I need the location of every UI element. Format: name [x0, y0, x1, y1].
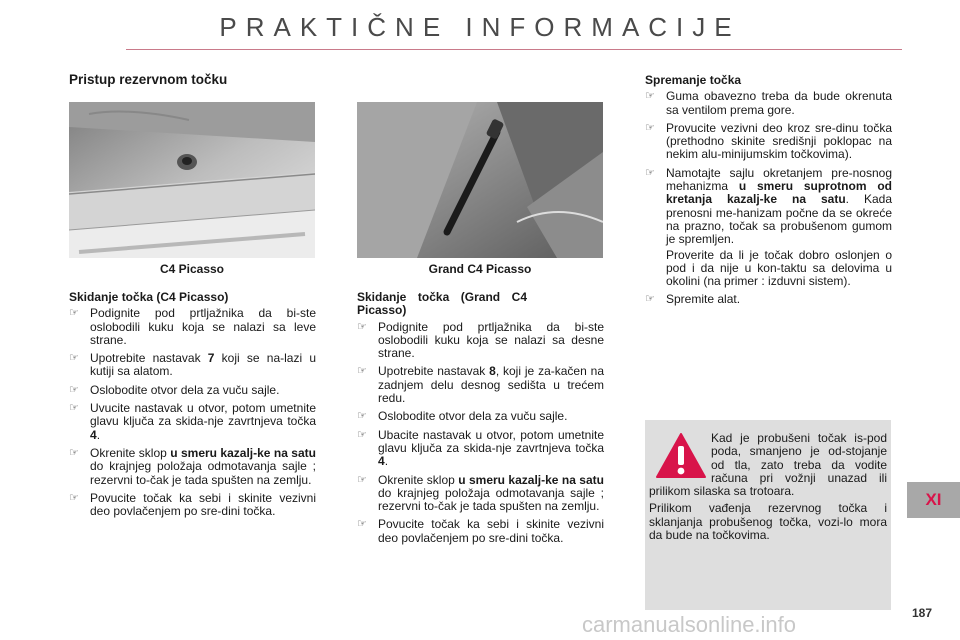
- page-header: [0, 0, 960, 50]
- item-text: Podignite pod prtljažnika da bi-ste oslobodili kuku koja se nalazi sa leve strane.: [90, 306, 316, 347]
- list-item: [645, 293, 892, 306]
- pointing-hand-icon: ☞: [69, 491, 79, 504]
- item-text: Oslobodite otvor dela za vuču sajle.: [378, 409, 568, 424]
- list-item: [357, 429, 604, 469]
- list-item: [69, 402, 316, 442]
- pointing-hand-icon: ☞: [645, 90, 655, 103]
- item-text: Ubacite nastavak u otvor, potom umetnite glavu ključa za skida-nje zavrtnjeva točka 4.: [378, 427, 604, 469]
- warning-paragraph-2: Prilikom vađenja rezervnog točka i sklanjanja probušenog točka, vozi-lo mora da bude na točkovima.: [649, 501, 887, 543]
- item-text: Provucite vezivni deo kroz sre-dinu točka (prethodno skinite središnji poklopac na nekim alu-minijumskim točkovima).: [666, 120, 892, 162]
- item-text: Povucite točak ka sebi i skinite vezivni deo povlačenjem po sre-dini točka.: [90, 490, 316, 519]
- pointing-hand-icon: ☞: [645, 121, 655, 134]
- pointing-hand-icon: ☞: [357, 473, 367, 486]
- item-text: Oslobodite otvor dela za vuču sajle.: [90, 382, 280, 397]
- pointing-hand-icon: ☞: [69, 383, 79, 396]
- item-text: Okrenite sklop u smeru kazalj-ke na satu do krajnjeg položaja odmotavanja sajle ; rezervni to-čak je tada spušten na zemlju.: [90, 445, 316, 487]
- photo-c4-picasso: [69, 102, 315, 258]
- warning-paragraph-1: Kad je probušeni točak is-pod poda, smanjeno je od-stojanje od tla, zato treba da vodite računa pri vožnji unazad ili prilikom silaska sa trotoara.: [649, 431, 887, 499]
- item-text: Spremite alat.: [666, 292, 741, 307]
- photo-grand-c4-picasso: [357, 102, 603, 258]
- pointing-hand-icon: ☞: [357, 365, 367, 378]
- pointing-hand-icon: ☞: [357, 320, 367, 333]
- warning-triangle-icon: [655, 432, 707, 480]
- list-item-note: [645, 249, 892, 289]
- watermark: carmanualsonline.info: [582, 612, 797, 637]
- list-item: [357, 365, 604, 405]
- section-title: Pristup rezervnom točku: [69, 72, 228, 87]
- list-item: [69, 492, 316, 519]
- column-storing-wheel: [645, 74, 892, 312]
- list-item: [645, 122, 892, 162]
- pointing-hand-icon: ☞: [357, 428, 367, 441]
- list-item: [357, 474, 604, 514]
- list-item: [357, 321, 604, 361]
- warning-box: [645, 420, 891, 610]
- photo-caption-grand-c4: Grand C4 Picasso: [428, 262, 532, 276]
- item-text: Podignite pod prtljažnika da bi-ste oslobodili kuku koja se nalazi sa desne strane.: [378, 319, 604, 361]
- list-item: [645, 90, 892, 117]
- pointing-hand-icon: ☞: [69, 446, 79, 459]
- page-number: 187: [912, 606, 933, 620]
- instruction-list: [357, 321, 604, 545]
- item-text: Upotrebite nastavak 8, koji je za-kačen na zadnjem delu desnog sedišta u trećem redu.: [378, 364, 604, 406]
- list-item: [645, 167, 892, 247]
- subsection-title: Skidanje točka (Grand C4 Picasso): [357, 290, 527, 318]
- item-text: Povucite točak ka sebi i skinite vezivni deo povlačenjem po sre-dini točka.: [378, 517, 604, 545]
- instruction-list: [645, 90, 892, 246]
- list-item: [357, 410, 604, 423]
- item-text: Namotajte sajlu okretanjem pre-nosnog mehanizma u smeru suprotnom od kretanja kazalj-ke na satu. Kada prenosni me-hanizam počne da se okreće na prazno, točak sa probušenom gumom je spremljen.: [666, 165, 892, 247]
- subsection-title: Skidanje točka (C4 Picasso): [69, 290, 229, 304]
- list-item: [357, 518, 604, 545]
- pointing-hand-icon: ☞: [357, 518, 367, 531]
- item-text: Guma obavezno treba da bude okrenuta sa ventilom prema gore.: [666, 89, 892, 117]
- list-item: [69, 307, 316, 347]
- chapter-tab: XI: [907, 482, 960, 518]
- instruction-list: [69, 307, 316, 518]
- pointing-hand-icon: ☞: [69, 307, 79, 320]
- pointing-hand-icon: ☞: [69, 402, 79, 415]
- item-text: Okrenite sklop u smeru kazalj-ke na satu do krajnjeg položaja odmotavanja sajle ; rezervni to-čak je tada spušten na zemlju.: [378, 472, 604, 514]
- pointing-hand-icon: ☞: [645, 293, 655, 306]
- pointing-hand-icon: ☞: [69, 352, 79, 365]
- page-title: PRAKTIČNE INFORMACIJE: [219, 12, 741, 42]
- pointing-hand-icon: ☞: [357, 410, 367, 423]
- item-text: Uvucite nastavak u otvor, potom umetnite glavu ključa za skida-nje zavrtnjeva točka 4.: [90, 401, 316, 442]
- item-text: Upotrebite nastavak 7 koji se na-lazi u kutiji sa alatom.: [90, 351, 316, 379]
- list-item: [69, 352, 316, 379]
- photo-caption-c4: C4 Picasso: [159, 262, 225, 276]
- subsection-title: Spremanje točka: [645, 73, 742, 87]
- column-grand-c4-removal: [357, 291, 604, 550]
- pointing-hand-icon: ☞: [645, 166, 655, 179]
- column-c4-removal: [69, 291, 316, 523]
- list-item: [69, 447, 316, 487]
- note-text: Proverite da li je točak dobro oslonjen o pod i da nije u kon-taktu sa delovima u okolini (na primer : izduvni sistem).: [666, 247, 892, 289]
- list-item: [69, 384, 316, 397]
- header-divider: [126, 49, 902, 50]
